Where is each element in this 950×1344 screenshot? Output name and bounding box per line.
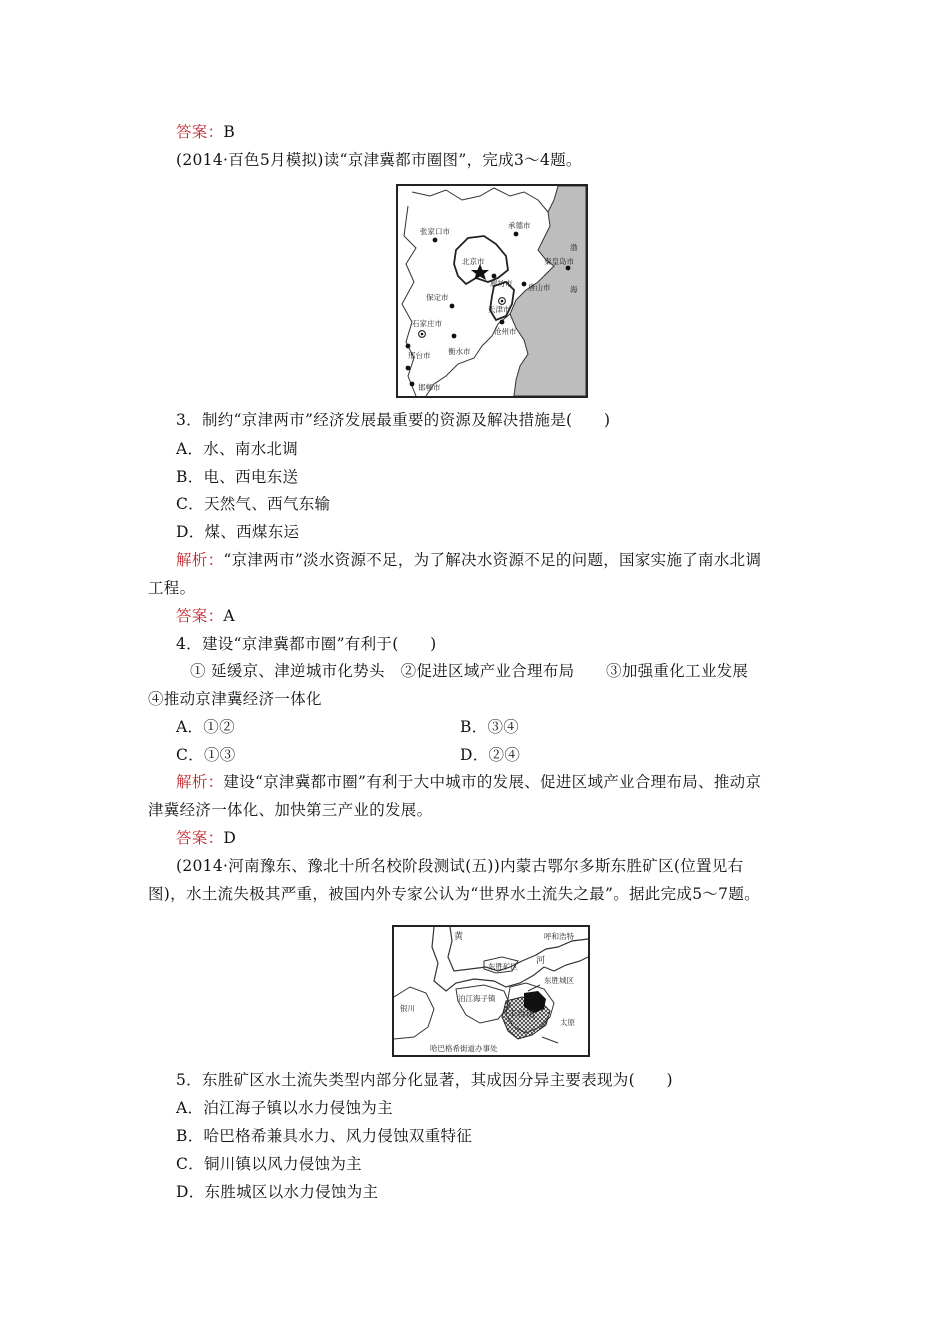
intro-q3-4: (2014·百色5月模拟)读“京津冀都市圈图”，完成3～4题。 (176, 151, 582, 169)
analysis-text: “京津两市”淡水资源不足，为了解决水资源不足的问题，国家实施了南水北调 (223, 551, 762, 569)
label-taiyuan: 太原 (560, 1018, 575, 1027)
q4-option-b: B．③④ (460, 718, 520, 736)
analysis-label: 解析： (176, 551, 224, 569)
intro-q5-7-line1: (2014·河南豫东、豫北十所名校阶段测试(五))内蒙古鄂尔多斯东胜矿区(位置见右 (176, 857, 744, 875)
dongsheng-map (392, 925, 590, 1057)
label-xingtai: 邢台市 (408, 351, 431, 360)
q3-option-a: A．水、南水北调 (176, 440, 299, 458)
q4-stem: 4．建设“京津冀都市圈”有利于( ) (176, 635, 437, 653)
q4-answer (176, 827, 236, 849)
label-qinhuangdao: 秦皇岛市 (544, 257, 574, 266)
jingjinji-map-figure (398, 186, 586, 396)
analysis-label: 解析： (176, 773, 224, 791)
q4-items-1: ① 延缓京、津逆城市化势头 ②促进区域产业合理布局 ③加强重化工业发展 (190, 662, 749, 680)
answer-value: B (223, 123, 236, 141)
analysis-text: 建设“京津冀都市圈”有利于大中城市的发展、促进区域产业合理布局、推动京 (223, 773, 762, 791)
dongsheng-map-figure (394, 927, 588, 1055)
label-habagexi: 哈巴格希街道办事处 (430, 1044, 498, 1053)
label-zhangjiakou: 张家口市 (420, 227, 450, 236)
q5-option-a: A．泊江海子镇以水力侵蚀为主 (176, 1099, 393, 1117)
label-cangzhou: 沧州市 (494, 327, 517, 336)
label-yinchuan: 银川 (400, 1004, 415, 1013)
label-dongsheng-city: 东胜城区 (544, 976, 574, 985)
label-huang: 黄 (454, 932, 464, 942)
q3-stem: 3．制约“京津两市”经济发展最重要的资源及解决措施是( ) (176, 411, 611, 429)
label-baoding: 保定市 (426, 293, 449, 302)
q5-stem: 5．东胜矿区水土流失类型内部分化显著，其成因分异主要表现为( ) (176, 1071, 673, 1089)
intro-q5-7-line2: 图)，水土流失极其严重，被国内外专家公认为“世界水土流失之最”。据此完成5～7题。 (148, 885, 760, 903)
label-hengshui: 衡水市 (448, 347, 471, 356)
q4-option-c: C．①③ (176, 746, 236, 764)
label-tangshan: 唐山市 (528, 283, 551, 292)
label-bo: 渤 (570, 243, 578, 252)
beijing-star (471, 264, 489, 280)
answer-label: 答案： (176, 829, 224, 847)
answer-value: D (223, 829, 237, 847)
q3-option-c: C．天然气、西气东输 (176, 495, 331, 513)
q4-analysis-cont: 津冀经济一体化、加快第三产业的发展。 (148, 801, 433, 819)
q3-answer (176, 605, 235, 627)
label-tianjin: 天津市 (488, 305, 511, 314)
label-huhehaote: 呼和浩特 (544, 932, 574, 941)
label-he: 河 (536, 956, 546, 966)
answer-value: A (223, 607, 235, 625)
q3-option-b: B．电、西电东送 (176, 468, 299, 486)
q3-analysis (176, 549, 761, 571)
answer-q2 (176, 121, 235, 143)
label-beijing: 北京市 (462, 257, 485, 266)
answer-label: 答案： (176, 607, 224, 625)
label-dongsheng-mine: 东胜矿区 (488, 962, 518, 971)
q4-analysis (176, 771, 761, 793)
q4-option-d: D．②④ (460, 746, 521, 764)
answer-label: 答案： (176, 123, 224, 141)
label-fengtai: 丰台镇 (508, 1010, 536, 1020)
q4-items-2: ④推动京津冀经济一体化 (148, 690, 322, 708)
label-hai: 海 (570, 285, 578, 294)
q5-option-b: B．哈巴格希兼具水力、风力侵蚀双重特征 (176, 1127, 473, 1145)
label-bojiang: 泊江海子镇 (458, 994, 496, 1003)
label-langfang: 廊坊市 (490, 279, 513, 288)
label-handan: 邯郸市 (418, 383, 441, 392)
jingjinji-map (396, 184, 588, 398)
q3-analysis-cont: 工程。 (148, 579, 196, 597)
label-chengde: 承德市 (508, 221, 531, 230)
q5-option-c: C．铜川镇以风力侵蚀为主 (176, 1155, 362, 1173)
label-shijiazhuang: 石家庄市 (412, 319, 442, 328)
q5-option-d: D．东胜城区以水力侵蚀为主 (176, 1183, 379, 1201)
q3-option-d: D．煤、西煤东运 (176, 523, 300, 541)
q4-option-a: A．①② (176, 718, 235, 736)
